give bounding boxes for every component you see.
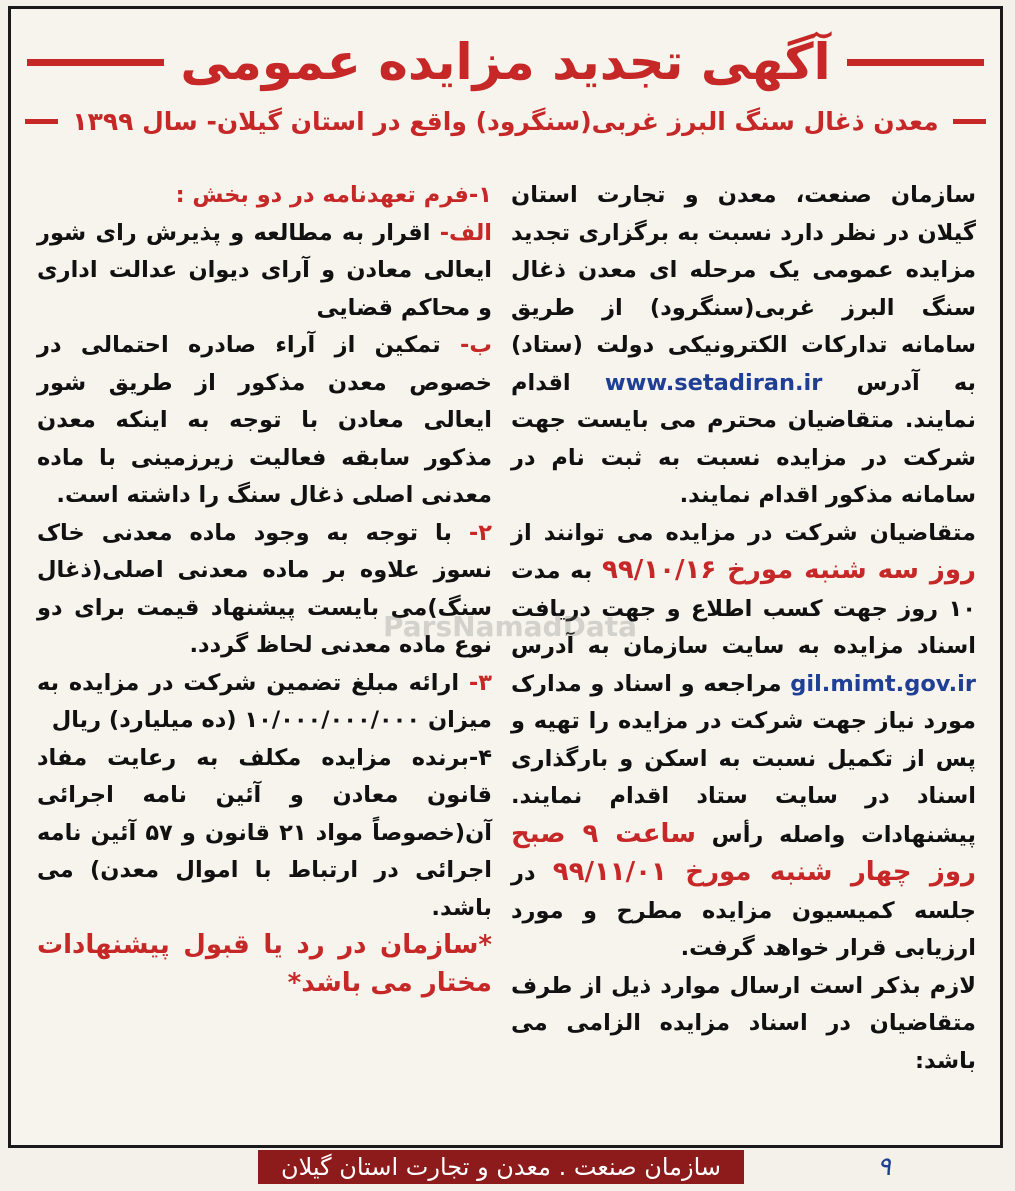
item2-label: ۲- xyxy=(468,519,492,546)
subtitle-rule-right xyxy=(953,119,986,124)
subtitle-row xyxy=(11,101,1000,141)
setad-url-link[interactable]: www.setadiran.ir xyxy=(604,369,823,396)
start-date-text: روز سه شنبه مورخ ۹۹/۱۰/۱۶ xyxy=(602,555,976,585)
watermark: ParsNamadData xyxy=(383,610,637,643)
documents-end-text: مراجعه و اسناد و مدارک مورد نیاز جهت شرکت در مزایده را تهیه و پس از تکمیل نسبت به اسکن و بارگذاری اسناد در سایت ستاد اقدام نمایند. پیشنهادات واصله رأس xyxy=(511,670,976,848)
item1a-text: اقرار به مطالعه و پذیرش رای شور ایعالی معادن و آرای دیوان عدالت اداری و محاکم قضایی xyxy=(37,219,492,321)
closing-note: *سازمان در رد یا قبول پیشنهادات مختار می باشد* xyxy=(37,930,492,998)
page-title: آگهی تجدید مزایده عمومی xyxy=(180,33,831,91)
notice-frame xyxy=(8,6,1003,1148)
intro-text: سازمان صنعت، معدن و تجارت استان گیلان در نظر دارد نسبت به برگزاری تجدید مزایده عمومی یک مرحله ای معدن ذغال سنگ البرز غربی(سنگرود) از طریق سامانه تدارکات الکترونیکی دولت (ستاد) به آدرس xyxy=(511,182,976,396)
title-rule-left xyxy=(27,59,164,66)
paragraph-requirements: لازم بذکر است ارسال موارد ذیل از طرف متقاضیان در اسناد مزایده الزامی می باشد: xyxy=(511,972,976,1074)
item1a xyxy=(37,215,492,328)
item1b-text: تمکین از آراء صادره احتمالی در خصوص معدن مذکور از طریق شور ایعالی معادن با توجه به اینکه معدن مذکور سابقه فعالیت زیرزمینی با ماده معدنی اصلی ذغال سنگ را داشته است. xyxy=(37,332,492,508)
paragraph-documents xyxy=(511,515,976,968)
documents-tail-text: در جلسه کمیسیون مزایده مطرح و مورد ارزیابی قرار خواهد گرفت. xyxy=(511,860,976,961)
subtitle-rule-left xyxy=(25,119,58,124)
session-time-text: ساعت ۹ صبح روز چهار شنبه مورخ ۹۹/۱۱/۰۱ xyxy=(511,818,976,887)
item1b xyxy=(37,327,492,515)
documents-start-text: متقاضیان شرکت در مزایده می توانند از xyxy=(511,519,976,546)
paragraph-intro xyxy=(511,177,976,515)
footer-banner: سازمان صنعت . معدن و تجارت استان گیلان xyxy=(258,1150,744,1184)
item3 xyxy=(37,665,492,740)
title-rule-right xyxy=(847,59,984,66)
item1a-label: الف- xyxy=(439,219,492,246)
ministry-url-link[interactable]: gil.mimt.gov.ir xyxy=(790,670,976,697)
item3-text: ارائه مبلغ تضمین شرکت در مزایده به میزان ۱۰/۰۰۰/۰۰۰/۰۰۰ (ده میلیارد) ریال xyxy=(37,669,492,733)
title-row xyxy=(11,27,1000,97)
left-column xyxy=(37,177,492,1002)
item4: ۴-برنده مزایده مکلف به رعایت مفاد قانون معادن و آئین نامه اجرائی آن(خصوصاً مواد ۲۱ قانون و ۵۷ آئین نامه اجرائی در ارتباط با اموال معدن) می باشد. xyxy=(37,744,492,921)
item3-label: ۳- xyxy=(468,669,492,696)
documents-mid-text: به مدت ۱۰ روز جهت کسب اطلاع و جهت دریافت اسناد مزایده به سایت سازمان به آدرس xyxy=(511,558,976,659)
intro-end-text: اقدام نمایند. متقاضیان محترم می بایست جهت شرکت در مزایده نسبت به ثبت نام در سامانه مذکور اقدام نمایند. xyxy=(511,369,976,508)
item2-text: با توجه به وجود ماده معدنی خاک نسوز علاوه بر ماده معدنی اصلی(ذغال سنگ)می بایست پیشنهاد قیمت برای دو نوع ماده معدنی لحاظ گردد. xyxy=(37,519,492,658)
item1-title: ۱-فرم تعهدنامه در دو بخش : xyxy=(175,182,492,208)
page-subtitle: معدن ذغال سنگ البرز غربی(سنگرود) واقع در استان گیلان- سال ۱۳۹۹ xyxy=(72,106,939,136)
footer-signature-mark: ۹ xyxy=(877,1152,891,1182)
item1b-label: ب- xyxy=(460,332,492,358)
